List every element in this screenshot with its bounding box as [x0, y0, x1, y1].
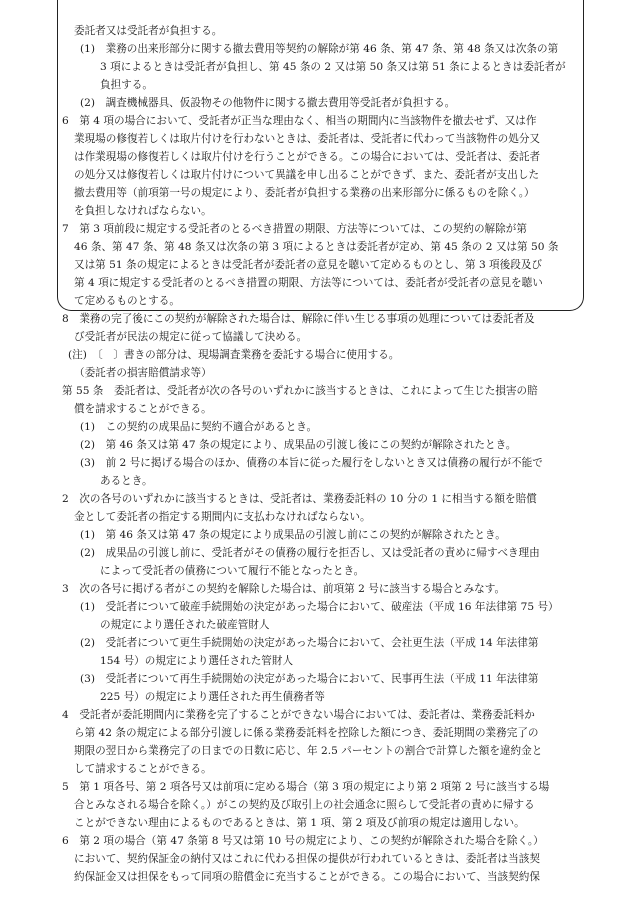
text-line: び受託者が民法の規定に従って協議して決める。 — [74, 331, 308, 343]
text-line: (3) 受託者について再生手続開始の決定があった場合において、民事再生法（平成 11 年法律第 — [80, 673, 539, 685]
text-line: 46 条、第 47 条、第 48 条又は次条の第 3 項によるときは委託者が定め、第 45 条の 2 又は第 50 条 — [74, 241, 559, 253]
text-line: (2) 第 46 条又は第 47 条の規定により、成果品の引渡し後にこの契約が解除されたとき。 — [80, 439, 517, 451]
text-line: (1) 第 46 条又は第 47 条の規定により成果品の引渡し前にこの契約が解除されたとき。 — [80, 529, 506, 541]
text-line: ことができない理由によるものであるときは、第 1 項、第 2 項及び前項の規定は適用しない。 — [74, 817, 525, 829]
text-line: ら第 42 条の規定による部分引渡しに係る業務委託料を控除した額につき、委託期間の業務完了の — [74, 727, 539, 739]
text-line: して請求することができる。 — [74, 763, 212, 775]
text-line: (2) 成果品の引渡し前に、受託者がその債務の履行を拒否し、又は受託者の責めに帰すべき理由 — [80, 547, 540, 559]
text-line: 5 第 1 項各号、第 2 項各号又は前項に定める場合（第 3 項の規定により第 2 項第 2 号に該当する場 — [62, 781, 550, 793]
text-line: (3) 前 2 号に掲げる場合のほか、債務の本旨に従った履行をしないとき又は債務の履行が不能で — [80, 457, 543, 469]
text-line: の処分又は修復若しくは取片付けについて異議を申し出ることができず、また、委託者が支出した — [74, 169, 540, 181]
text-line: 合とみなされる場合を除く。）がこの契約及び取引上の社会通念に照らして受託者の責めに帰する — [74, 799, 535, 811]
text-line: 6 第 2 項の場合（第 47 条第 8 号又は第 10 号の規定により、この契約が解除された場合を除く。） — [62, 835, 544, 847]
text-line: 7 第 3 項前段に規定する受託者のとるべき措置の期限、方法等については、この契約の解除が第 — [62, 223, 527, 235]
text-line: 6 第 4 項の場合において、受託者が正当な理由なく、相当の期間内に当該物件を撤去せず、又は作 — [62, 115, 537, 127]
text-line: 又は第 51 条の規定によるときは受託者が委託者の意見を聴いて定めるものとし、第 3 項後段及び — [74, 259, 543, 271]
text-line: 撤去費用等（前項第一号の規定により、委託者が負担する業務の出来形部分に係るものを除く。） — [74, 187, 535, 199]
text-line: 2 次の各号のいずれかに該当するときは、受託者は、業務委託料の 10 分の 1 に相当する額を賠償 — [62, 493, 537, 505]
text-line: 業現場の修復若しくは取片付けを行わないときは、委託者は、受託者に代わって当該物件の処分又 — [74, 133, 541, 145]
text-line: 4 受託者が委託期間内に業務を完了することができない場合においては、委託者は、業務委託料か — [62, 709, 535, 721]
text-line: 負担する。 — [100, 79, 153, 91]
text-line: 第 4 項に規定する受託者のとるべき措置の期限、方法等については、委託者が受託者の意見を聴い — [74, 277, 543, 289]
text-line: (2) 受託者について更生手続開始の決定があった場合において、会社更生法（平成 14 年法律第 — [80, 637, 539, 649]
text-line: (1) この契約の成果品に契約不適合があるとき。 — [80, 421, 318, 433]
text-line: 154 号）の規定により選任された管財人 — [100, 655, 294, 667]
text-line: 償を請求することができる。 — [74, 403, 212, 415]
text-line: 委託者又は受託者が負担する。 — [74, 25, 223, 37]
text-line: によって受託者の債務について履行不能となったとき。 — [100, 565, 365, 577]
text-line: (2) 調査機械器具、仮設物その他物件に関する撤去費用等受託者が負担する。 — [80, 97, 456, 109]
text-line: 約保証金又は担保をもって同項の賠償金に充当することができる。この場合において、当該契約保 — [74, 871, 540, 883]
text-line: あるとき。 — [100, 475, 153, 487]
text-line: て定めるものとする。 — [74, 295, 180, 307]
text-line: 第 55 条 委託者は、受託者が次の各号のいずれかに該当するときは、これによって生じた損害の賠 — [62, 385, 538, 397]
text-line: 8 業務の完了後にこの契約が解除された場合は、解除に伴い生じる事項の処理については委託者及 — [62, 313, 535, 325]
text-line: (1) 受託者について破産手続開始の決定があった場合において、破産法（平成 16 年法律第 75 号） — [80, 601, 559, 613]
text-line: 期限の翌日から業務完了の日までの日数に応じ、年 2.5 パーセントの割合で計算した額を違約金と — [74, 745, 543, 757]
text-line: 225 号）の規定により選任された再生債務者等 — [100, 691, 325, 703]
text-line: において、契約保証金の納付又はこれに代わる担保の提供が行われているときは、委託者は当該契 — [74, 853, 540, 865]
text-line: (注) 〔 〕書きの部分は、現場調査業務を委託する場合に使用する。 — [68, 349, 400, 361]
text-line: (1) 業務の出来形部分に関する撤去費用等契約の解除が第 46 条、第 47 条、第 48 条又は次条の第 — [80, 43, 559, 55]
text-line: は作業現場の修復若しくは取片付けを行うことができる。この場合においては、受託者は、委託者 — [74, 151, 541, 163]
text-line: 金として委託者の指定する期間内に支払わなければならない。 — [74, 511, 371, 523]
text-line: （委託者の損害賠償請求等） — [74, 367, 212, 379]
text-line: 3 項によるときは受託者が負担し、第 45 条の 2 又は第 50 条又は第 51 条によるときは委託者が — [100, 61, 566, 73]
text-line: 3 次の各号に掲げる者がこの契約を解除した場合は、前項第 2 号に該当する場合とみなす。 — [62, 583, 506, 595]
text-line: の規定により選任された破産管財人 — [100, 619, 270, 631]
text-line: を負担しなければならない。 — [74, 205, 212, 217]
